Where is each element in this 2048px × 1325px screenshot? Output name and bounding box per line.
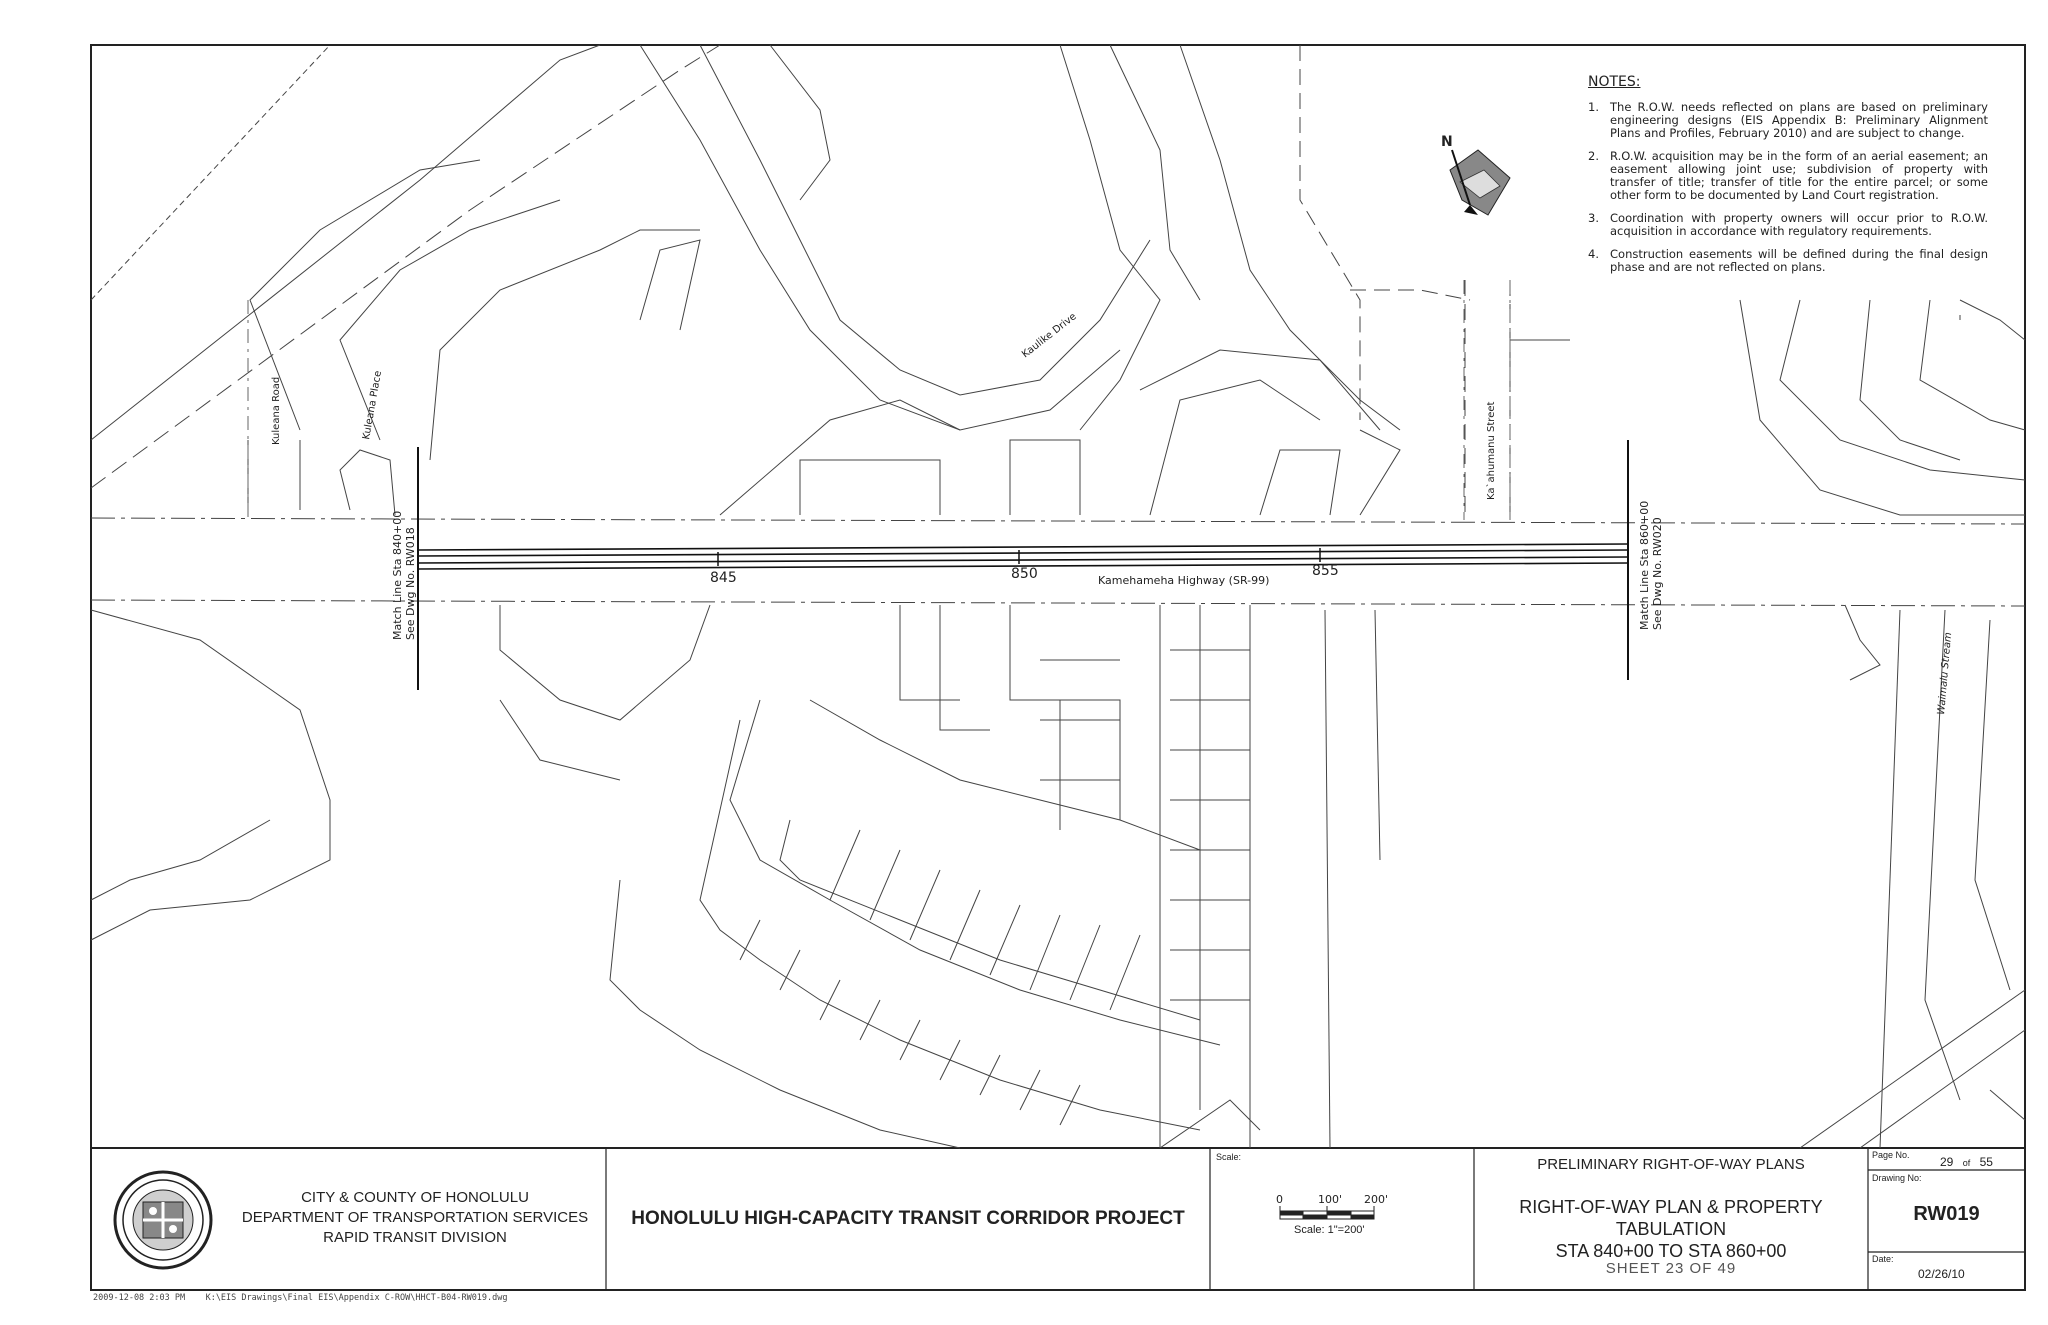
county-seal-icon [115,1172,211,1268]
station-855: 855 [1312,563,1339,579]
kamehameha-highway-label: Kamehameha Highway (SR-99) [1098,574,1270,587]
agency-line-1: CITY & COUNTY OF HONOLULU [301,1189,529,1206]
agency-line-3: RAPID TRANSIT DIVISION [323,1229,507,1246]
scale-bar [1280,1206,1374,1219]
plan-title-line-1: RIGHT-OF-WAY PLAN & PROPERTY TABULATION [1519,1197,1823,1239]
agency-line-2: DEPARTMENT OF TRANSPORTATION SERVICES [241,1209,589,1226]
note-item [1588,150,1988,202]
note-text: The R.O.W. needs reflected on plans are based on preliminary engineering designs (EIS Appendix B: Preliminary Alignment Plans and Profiles, February 2010) and are subject to change. [1610,100,1988,140]
plan-title [1474,1196,1868,1262]
project-title: HONOLULU HIGH-CAPACITY TRANSIT CORRIDOR PROJECT [631,1208,1185,1229]
note-item [1588,248,1988,274]
station-845: 845 [710,570,737,586]
kuleana-place-label: Kuleana Place [361,369,385,441]
scale-tick-200: 200' [1364,1193,1389,1206]
drawing-number: RW019 [1913,1203,1980,1225]
plan-title-line-2: STA 840+00 TO STA 860+00 [1555,1241,1787,1261]
match-line-left-label-2: See Dwg No. RW018 [404,527,417,640]
match-line-right-label-2: See Dwg No. RW020 [1651,517,1664,630]
drawing-label: Drawing No: [1872,1173,1922,1183]
note-text: Coordination with property owners will occur prior to R.O.W. acquisition in accordance with regulatory requirements. [1610,211,1988,238]
north-arrow-icon [1441,134,1510,215]
page-number [1940,1155,1993,1169]
notes-title: NOTES: [1588,74,1641,90]
kuleana-road-label: Kuleana Road [271,376,282,445]
note-text: Construction easements will be defined during the final design phase and are not reflected on plans. [1610,247,1988,274]
svg-text:N: N [1441,134,1453,150]
notes-panel [1588,76,1988,284]
note-number: 1. [1588,100,1599,114]
page-current: 29 [1940,1155,1954,1169]
page-total: 55 [1979,1155,1993,1169]
match-line-right-label-1: Match Line Sta 860+00 [1638,500,1651,630]
plan-type: PRELIMINARY RIGHT-OF-WAY PLANS [1537,1156,1805,1173]
scale-label: Scale: [1216,1152,1242,1162]
scale-text: Scale: 1"=200' [1294,1224,1365,1236]
agency-block [230,1188,600,1248]
sheet-number: SHEET 23 OF 49 [1605,1260,1737,1277]
scale-tick-0: 0 [1276,1193,1283,1206]
kaulike-drive-label: Kaulike Drive [1020,311,1079,361]
kaahumanu-street-label: Ka`ahumanu Street [1486,401,1497,500]
date-value: 02/26/10 [1918,1267,1965,1281]
file-path-stamp: 2009-12-08 2:03 PM K:\EIS Drawings\Final EIS\Appendix C-ROW\HHCT-B04-RW019.dwg [93,1293,508,1303]
waimalu-stream-label: Waimalu Stream [1936,631,1955,716]
match-line-left-label-1: Match Line Sta 840+00 [391,510,404,640]
note-number: 2. [1588,149,1599,163]
station-ticks [718,548,1320,566]
note-text: R.O.W. acquisition may be in the form of an aerial easement; an easement allowing joint use; subdivision of property with transfer of title; transfer of title for the entire parcel; or some other form to be documented by Land Court registration. [1610,149,1988,202]
street-row-lines [248,280,1510,520]
page-of: of [1962,1158,1971,1168]
station-850: 850 [1011,566,1038,582]
date-label: Date: [1872,1254,1894,1264]
note-item [1588,212,1988,238]
note-number: 3. [1588,211,1599,225]
note-item [1588,101,1988,140]
page-label: Page No. [1872,1150,1910,1160]
note-number: 4. [1588,247,1599,261]
scale-tick-100: 100' [1318,1193,1343,1206]
